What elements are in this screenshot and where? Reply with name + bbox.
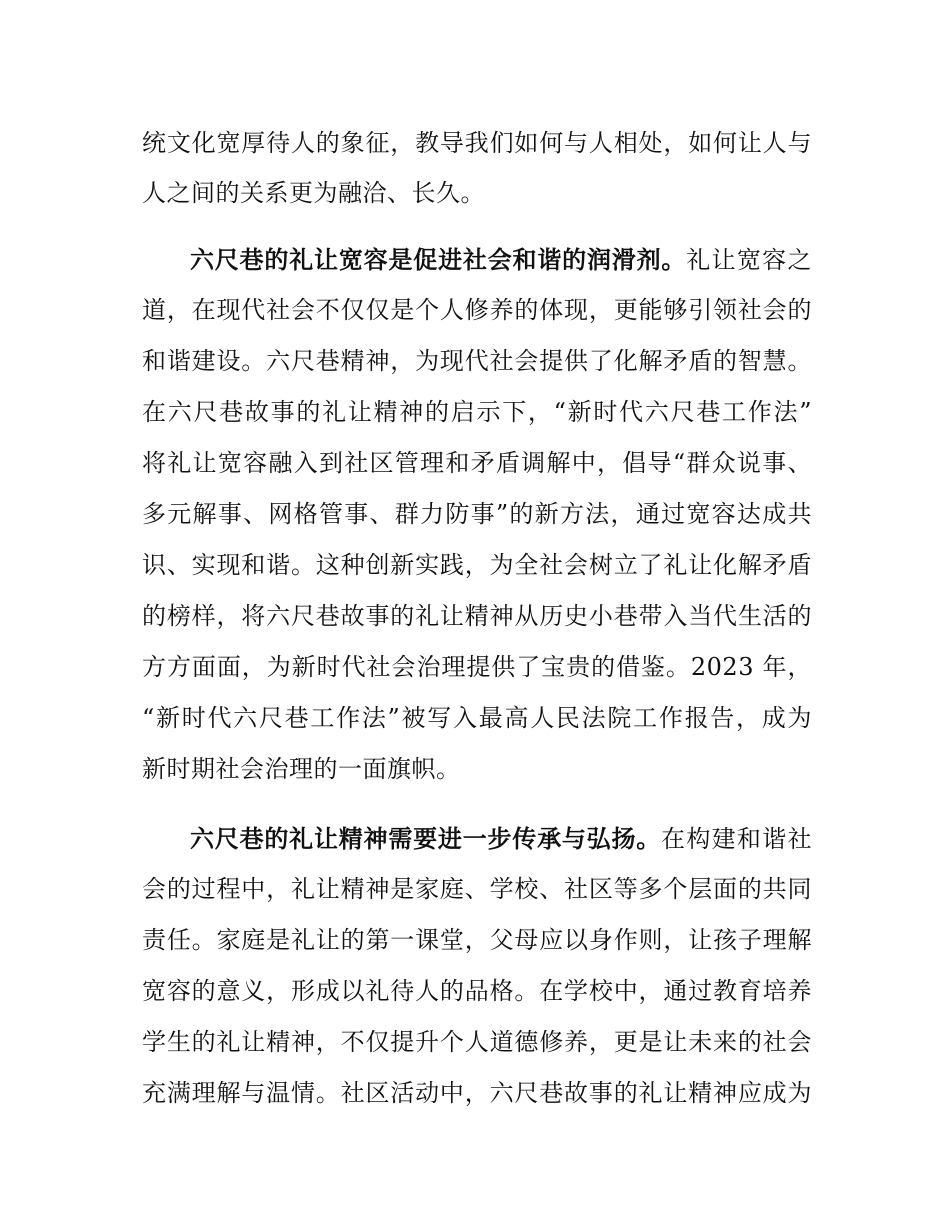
paragraph-heading: 六尺巷的礼让宽容是促进社会和谐的润滑剂。 <box>190 246 687 274</box>
first-line-rest: 礼让宽容之 <box>686 246 812 274</box>
text-line: 将礼让宽容融入到社区管理和矛盾调解中，倡导“群众说事、 <box>142 449 812 477</box>
text-line: 会的过程中，礼让精神是家庭、学校、社区等多个层面的共同 <box>142 875 812 903</box>
first-line-rest: 在构建和谐社 <box>661 825 813 853</box>
text-line: 充满理解与温情。社区活动中，六尺巷故事的礼让精神应成为 <box>142 1079 812 1107</box>
text-line: 学生的礼让精神，不仅提升个人道德修养，更是让未来的社会 <box>142 1028 812 1056</box>
text-line: 统文化宽厚待人的象征，教导我们如何与人相处，如何让人与 <box>142 129 812 157</box>
text-line: 的榜样，将六尺巷故事的礼让精神从历史小巷带入当代生活的 <box>142 602 812 630</box>
text-line: 识、实现和谐。这种创新实践，为全社会树立了礼让化解矛盾 <box>142 551 812 579</box>
text-line: 宽容的意义，形成以礼待人的品格。在学校中，通过教育培养 <box>142 977 812 1005</box>
text-line: 新时期社会治理的一面旗帜。 <box>142 755 461 783</box>
text-line: 责任。家庭是礼让的第一课堂，父母应以身作则，让孩子理解 <box>142 926 812 954</box>
text-line: 多元解事、网格管事、群力防事”的新方法，通过宽容达成共 <box>142 500 812 528</box>
text-line-first <box>190 824 812 854</box>
text-line: 在六尺巷故事的礼让精神的启示下，“新时代六尺巷工作法” <box>142 398 812 426</box>
text-line: 人之间的关系更为融洽、长久。 <box>142 179 485 207</box>
text-line: 方方面面，为新时代社会治理提供了宝贵的借鉴。2023 年， <box>142 653 812 681</box>
paragraph-heading: 六尺巷的礼让精神需要进一步传承与弘扬。 <box>190 825 662 853</box>
text-line-first <box>190 245 812 275</box>
text-line: 道，在现代社会不仅仅是个人修养的体现，更能够引领社会的 <box>142 296 812 324</box>
text-line: 和谐建设。六尺巷精神，为现代社会提供了化解矛盾的智慧。 <box>142 347 812 375</box>
text-line: “新时代六尺巷工作法”被写入最高人民法院工作报告，成为 <box>142 704 812 732</box>
